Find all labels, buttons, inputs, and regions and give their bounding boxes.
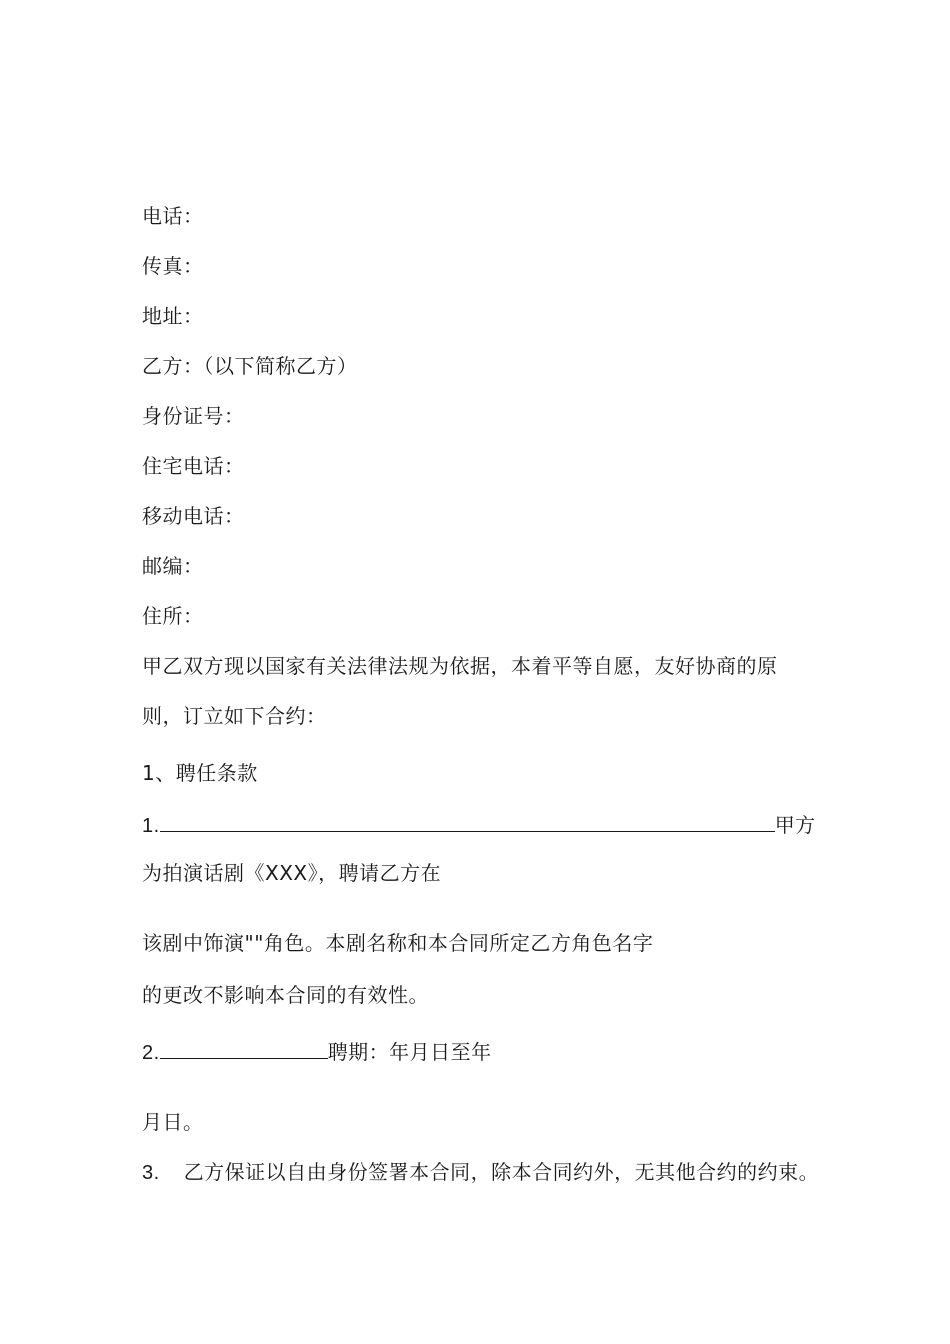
clause-1-line-3: 该剧中饰演""角色。本剧名称和本合同所定乙方角色名字 bbox=[142, 931, 654, 955]
residence-field-label: 住所： bbox=[142, 604, 204, 628]
clause-2-line-2: 月日。 bbox=[142, 1110, 204, 1134]
phone-field-label: 电话： bbox=[142, 204, 204, 228]
clause-3-number: 3. bbox=[142, 1162, 160, 1184]
fill-in-blank bbox=[160, 1040, 328, 1059]
clause-1-number: 1. bbox=[142, 815, 160, 837]
id-number-field-label: 身份证号： bbox=[142, 404, 245, 428]
clause-1-line-2: 为拍演话剧《XXX》，聘请乙方在 bbox=[142, 861, 442, 885]
party-b-label: 乙方：（以下简称乙方） bbox=[142, 354, 358, 378]
clause-1-tail: 甲方 bbox=[774, 813, 816, 837]
preamble-line-1: 甲乙双方现以国家有关法律法规为依据，本着平等自愿，友好协商的原 bbox=[142, 654, 778, 678]
clause-1-line-1 bbox=[142, 813, 816, 838]
section-heading: 1、聘任条款 bbox=[142, 761, 258, 785]
clause-2-number: 2. bbox=[142, 1042, 160, 1064]
clause-2-line-1 bbox=[142, 1040, 492, 1065]
fax-field-label: 传真： bbox=[142, 254, 204, 278]
home-phone-field-label: 住宅电话： bbox=[142, 454, 245, 478]
clause-1-line-4: 的更改不影响本合同的有效性。 bbox=[142, 983, 429, 1007]
mobile-phone-field-label: 移动电话： bbox=[142, 504, 245, 528]
address-field-label: 地址： bbox=[142, 304, 204, 328]
postcode-field-label: 邮编： bbox=[142, 554, 204, 578]
clause-3-text: 乙方保证以自由身份签署本合同，除本合同约外，无其他合约的约束。 bbox=[183, 1160, 820, 1184]
clause-3-line bbox=[142, 1160, 819, 1185]
preamble-line-2: 则，订立如下合约： bbox=[142, 704, 327, 728]
fill-in-blank bbox=[160, 813, 775, 832]
clause-2-tail: 聘期：年月日至年 bbox=[327, 1040, 492, 1064]
